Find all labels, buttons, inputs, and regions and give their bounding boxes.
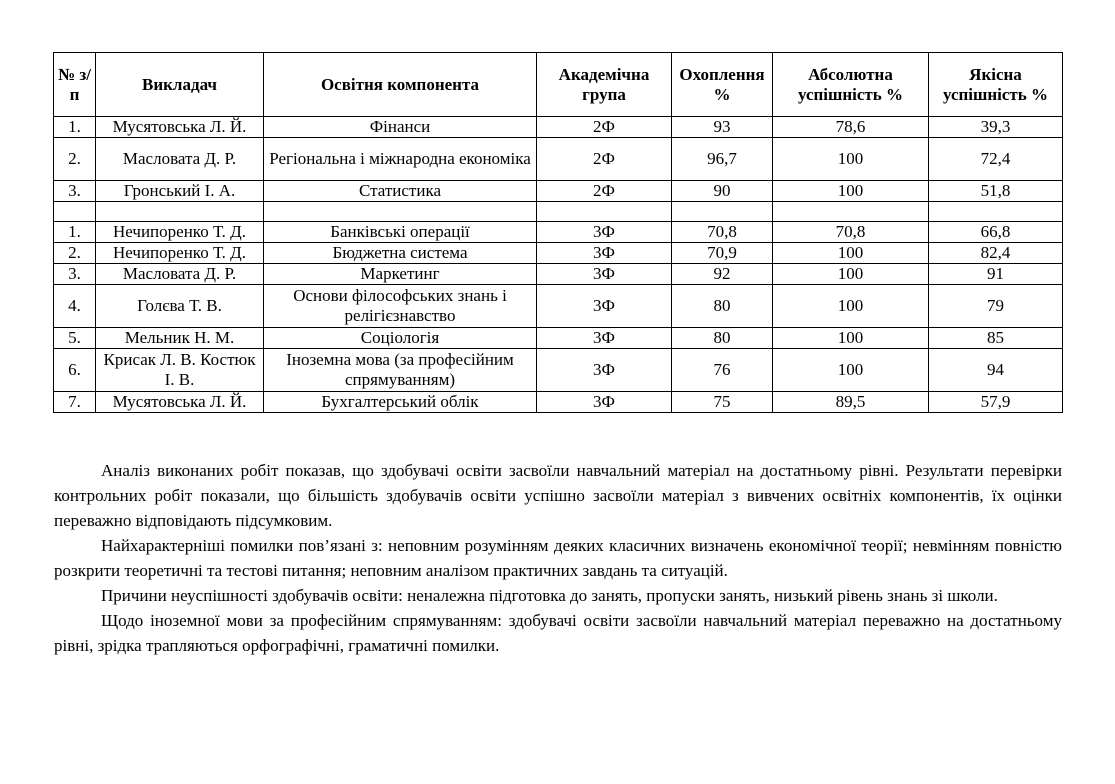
cell-teacher: Масловата Д. Р. — [96, 264, 264, 285]
cell-group: 3Ф — [537, 222, 672, 243]
cell-absolute-success — [773, 202, 929, 222]
cell-teacher: Нечипоренко Т. Д. — [96, 222, 264, 243]
cell-absolute-success: 100 — [773, 264, 929, 285]
table-row — [54, 138, 1063, 181]
cell-quality-success: 94 — [929, 349, 1063, 392]
header-quality-success: Якісна успішність % — [929, 53, 1063, 117]
cell-component: Бюджетна система — [264, 243, 537, 264]
cell-teacher: Мусятовська Л. Й. — [96, 117, 264, 138]
results-table — [53, 52, 1063, 413]
cell-coverage — [672, 202, 773, 222]
paragraph: Щодо іноземної мови за професійним спрямуванням: здобувачі освіти засвоїли навчальний матеріал переважно на достатньому рівні, зрідка трапляються орфографічні, граматичні помилки. — [54, 611, 1062, 655]
cell-component: Соціологія — [264, 328, 537, 349]
cell-coverage: 80 — [672, 328, 773, 349]
cell-component: Іноземна мова (за професійним спрямуванням) — [264, 349, 537, 392]
cell-coverage: 70,8 — [672, 222, 773, 243]
cell-num: 3. — [54, 264, 96, 285]
cell-group — [537, 202, 672, 222]
cell-absolute-success: 100 — [773, 285, 929, 328]
cell-num — [54, 202, 96, 222]
analysis-text — [54, 458, 1062, 658]
cell-component: Маркетинг — [264, 264, 537, 285]
cell-coverage: 90 — [672, 181, 773, 202]
cell-teacher: Гронський І. А. — [96, 181, 264, 202]
header-absolute-success: Абсолютна успішність % — [773, 53, 929, 117]
table-row — [54, 392, 1063, 413]
cell-coverage: 96,7 — [672, 138, 773, 181]
cell-coverage: 92 — [672, 264, 773, 285]
cell-num: 1. — [54, 222, 96, 243]
cell-coverage: 70,9 — [672, 243, 773, 264]
cell-quality-success: 39,3 — [929, 117, 1063, 138]
header-component: Освітня компонента — [264, 53, 537, 117]
table-row — [54, 328, 1063, 349]
cell-coverage: 80 — [672, 285, 773, 328]
cell-num: 4. — [54, 285, 96, 328]
cell-group: 2Ф — [537, 138, 672, 181]
table-row — [54, 264, 1063, 285]
cell-component: Регіональна і міжнародна економіка — [264, 138, 537, 181]
cell-absolute-success: 100 — [773, 138, 929, 181]
cell-absolute-success: 89,5 — [773, 392, 929, 413]
cell-teacher: Крисак Л. В. Костюк І. В. — [96, 349, 264, 392]
cell-absolute-success: 78,6 — [773, 117, 929, 138]
cell-group: 2Ф — [537, 117, 672, 138]
cell-component: Статистика — [264, 181, 537, 202]
cell-coverage: 93 — [672, 117, 773, 138]
cell-group: 3Ф — [537, 264, 672, 285]
cell-coverage: 75 — [672, 392, 773, 413]
cell-group: 2Ф — [537, 181, 672, 202]
cell-quality-success: 57,9 — [929, 392, 1063, 413]
cell-group: 3Ф — [537, 328, 672, 349]
cell-num: 1. — [54, 117, 96, 138]
cell-group: 3Ф — [537, 285, 672, 328]
cell-num: 5. — [54, 328, 96, 349]
cell-component: Фінанси — [264, 117, 537, 138]
cell-absolute-success: 100 — [773, 328, 929, 349]
cell-num: 2. — [54, 138, 96, 181]
paragraph: Найхарактерніші помилки пов’язані з: неповним розумінням деяких класичних визначень економічної теорії; невмінням повністю розкрити теоретичні та тестові питання; неповним аналізом практичних завдань та ситуацій. — [54, 536, 1062, 580]
table-row — [54, 181, 1063, 202]
cell-component: Банківські операції — [264, 222, 537, 243]
cell-absolute-success: 100 — [773, 243, 929, 264]
table-row — [54, 222, 1063, 243]
cell-absolute-success: 100 — [773, 349, 929, 392]
table-row — [54, 285, 1063, 328]
cell-absolute-success: 70,8 — [773, 222, 929, 243]
cell-teacher: Масловата Д. Р. — [96, 138, 264, 181]
cell-num: 7. — [54, 392, 96, 413]
cell-component: Бухгалтерський облік — [264, 392, 537, 413]
paragraph: Причини неуспішності здобувачів освіти: неналежна підготовка до занять, пропуски занять, низький рівень знань зі школи. — [101, 586, 998, 605]
table-row-empty — [54, 202, 1063, 222]
cell-absolute-success: 100 — [773, 181, 929, 202]
cell-quality-success: 51,8 — [929, 181, 1063, 202]
cell-quality-success: 85 — [929, 328, 1063, 349]
cell-num: 6. — [54, 349, 96, 392]
header-num: № з/п — [54, 53, 96, 117]
cell-quality-success: 79 — [929, 285, 1063, 328]
cell-quality-success: 72,4 — [929, 138, 1063, 181]
header-coverage: Охоплення % — [672, 53, 773, 117]
cell-coverage: 76 — [672, 349, 773, 392]
cell-quality-success — [929, 202, 1063, 222]
cell-component: Основи філософських знань і релігієзнавство — [264, 285, 537, 328]
cell-teacher: Нечипоренко Т. Д. — [96, 243, 264, 264]
paragraph: Аналіз виконаних робіт показав, що здобувачі освіти засвоїли навчальний матеріал на достатньому рівні. Результати перевірки контрольних робіт показали, що більшість здобувачів освіти успішно засвоїли матеріал з вивчених освітніх компонентів, їх оцінки переважно відповідають підсумковим. — [54, 461, 1062, 530]
cell-num: 2. — [54, 243, 96, 264]
header-group: Академічна група — [537, 53, 672, 117]
cell-teacher — [96, 202, 264, 222]
cell-teacher: Голєва Т. В. — [96, 285, 264, 328]
table-row — [54, 243, 1063, 264]
cell-group: 3Ф — [537, 243, 672, 264]
cell-teacher: Мусятовська Л. Й. — [96, 392, 264, 413]
cell-quality-success: 82,4 — [929, 243, 1063, 264]
table-row — [54, 117, 1063, 138]
cell-quality-success: 66,8 — [929, 222, 1063, 243]
cell-quality-success: 91 — [929, 264, 1063, 285]
cell-group: 3Ф — [537, 392, 672, 413]
cell-component — [264, 202, 537, 222]
table-row — [54, 349, 1063, 392]
header-teacher: Викладач — [96, 53, 264, 117]
cell-teacher: Мельник Н. М. — [96, 328, 264, 349]
table-header-row — [54, 53, 1063, 117]
cell-num: 3. — [54, 181, 96, 202]
cell-group: 3Ф — [537, 349, 672, 392]
